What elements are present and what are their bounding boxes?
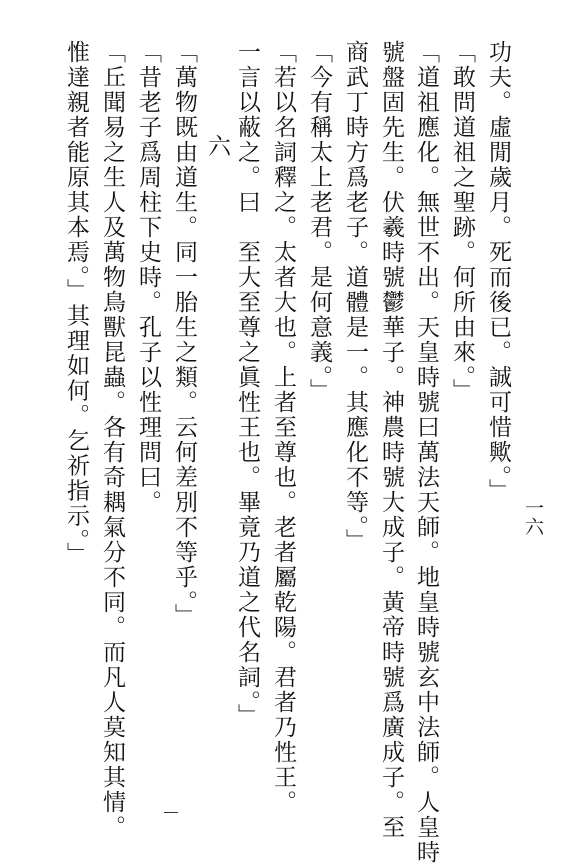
text-column-1: 功夫。虛閒歲月。死而後已。誠可惜歟。」 <box>485 40 511 504</box>
text-column-2: 「敢問道祖之聖跡。何所由來。」 <box>449 40 475 404</box>
text-column-8: 一言以蔽之。曰 至大至尊之眞性王也。畢竟乃道之代名詞。」 <box>234 40 260 729</box>
text-column-10: 「昔老子爲周柱下史時。孔子以性理問曰。 <box>135 40 161 515</box>
text-column-5: 商武丁時方爲老子。道體是一。其應化不等。」 <box>342 40 368 554</box>
text-column-12: 惟達親者能原其本焉。」其理如何。乞祈指示。」 <box>63 40 89 567</box>
print-mark <box>164 812 178 813</box>
text-column-3: 「道祖應化。無世不出。天皇時號曰萬法天師。地皇時號玄中法師。人皇時 <box>413 40 439 865</box>
text-column-4: 號盤固先生。伏羲時號鬱華子。神農時號大成子。黃帝時號爲廣成子。至 <box>378 40 404 840</box>
text-column-6: 「今有稱太上老君。是何意義。」 <box>306 40 332 404</box>
page-number: 一六 <box>522 498 544 536</box>
text-column-11: 「丘聞易之生人及萬物鳥獸昆蟲。各有奇耦氣分不同。而凡人莫知其情。 <box>99 40 125 840</box>
text-column-9: 「萬物既由道生。同一胎生之類。云何差別不等乎。」 <box>171 40 197 629</box>
section-heading: 六 <box>208 134 231 160</box>
text-column-7: 「若以名詞釋之。太者大也。上者至尊也。老者屬乾陽。君者乃性王。 <box>270 40 296 815</box>
